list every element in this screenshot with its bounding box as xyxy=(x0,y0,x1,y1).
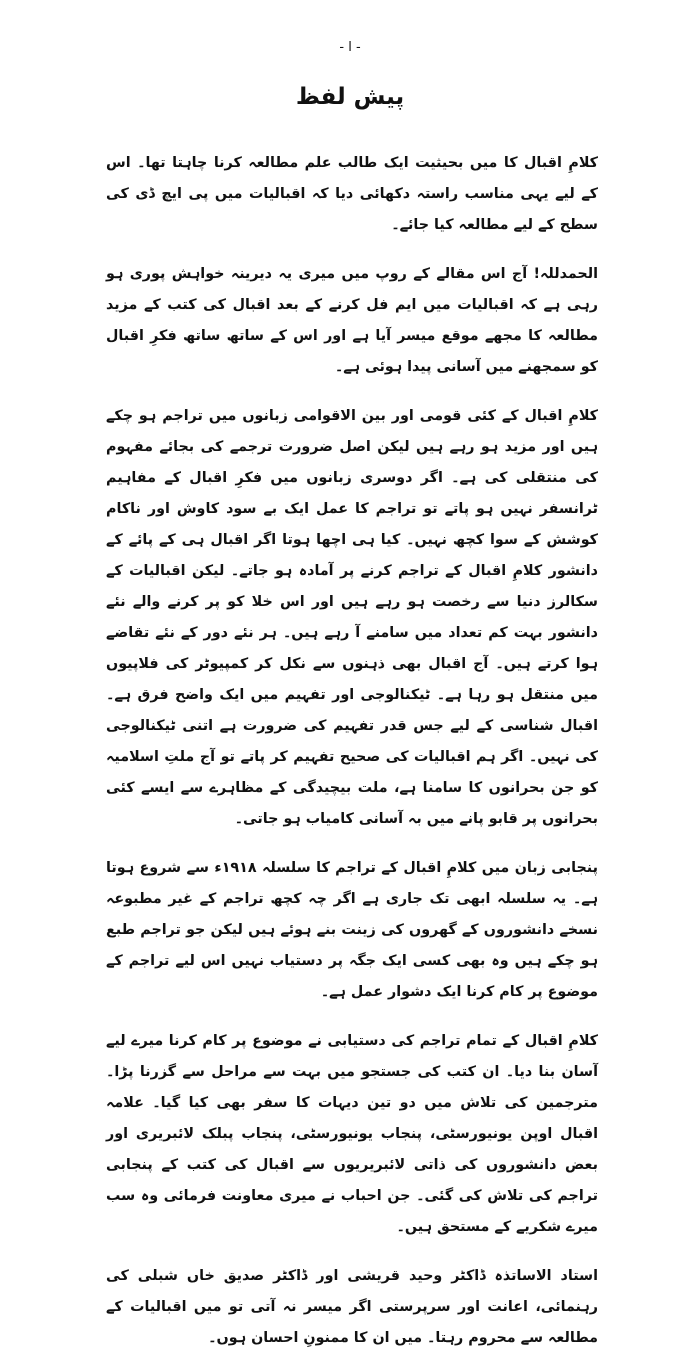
page-title: پیش لفظ xyxy=(295,84,405,110)
paragraph-1: کلامِ اقبال کا میں بحیثیت ایک طالب علم مطالعہ کرنا چاہتا تھا۔ اس کے لیے یہی مناسب راستہ دکھائی دیا کہ اقبالیات میں پی ایچ ڈی کی سطح کے لیے مطالعہ کیا جائے۔ xyxy=(106,155,598,233)
paragraph-3: کلامِ اقبال کے کئی قومی اور بین الاقوامی زبانوں میں تراجم ہو چکے ہیں اور مزید ہو رہے ہیں لیکن اصل ضرورت ترجمے کی بجائے مفہوم کی منتقلی کی ہے۔ اگر دوسری زبانوں میں فکرِ اقبال کے مفاہیم ٹرانسفر نہیں ہو پاتے تو تراجم کا عمل ایک بے سود کاوش اور ناکام کوشش کے سوا کچھ نہیں۔ کیا ہی اچھا ہوتا اگر اقبال ہی کے پائے کے دانشور کلامِ اقبال کے تراجم کرنے پر آمادہ ہو جاتے۔ لیکن اقبالیات کے سکالرز دنیا سے رخصت ہو رہے ہیں اور اس خلا کو پر کرنے والے نئے دانشور بہت کم تعداد میں سامنے آ رہے ہیں۔ ہر نئے دور کے نئے تقاضے ہوا کرتے ہیں۔ آج اقبال بھی ذہنوں سے نکل کر کمپیوٹر کی فلاپیوں میں منتقل ہو رہا ہے۔ ٹیکنالوجی اور تفہیم میں ایک واضح فرق ہے۔ اقبال شناسی کے لیے جس قدر تفہیم کی ضرورت ہے اتنی ٹیکنالوجی کی نہیں۔ اگر ہم اقبالیات کی صحیح تفہیم کر پاتے تو آج ملتِ اسلامیہ کو جن بحرانوں کا سامنا ہے، ملت بیچیدگی کے مظاہرے سے ایسے کئی بحرانوں پر قابو پانے میں بہ آسانی کامیاب ہو جاتی۔ xyxy=(106,408,598,827)
paragraph-2: الحمدللہ! آج اس مقالے کے روپ میں میری یہ دیرینہ خواہش پوری ہو رہی ہے کہ اقبالیات میں ایم فل کرنے کے بعد اقبال کی کتب کے مزید مطالعہ کا مجھے موقع میسر آیا ہے اور اس کے ساتھ ساتھ فکرِ اقبال کو سمجھنے میں آسانی پیدا ہوئی ہے۔ xyxy=(106,266,598,375)
paragraph-6: استاد الاساتذہ ڈاکٹر وحید قریشی اور ڈاکٹر صدیق خاں شبلی کی رہنمائی، اعانت اور سرپرستی اگر میسر نہ آتی تو میں اقبالیات کے مطالعہ سے محروم رہتا۔ میں ان کا ممنونِ احسان ہوں۔ xyxy=(106,1268,598,1346)
page-number: - ا - xyxy=(339,40,361,55)
preface-body xyxy=(106,148,598,1372)
paragraph-5: کلامِ اقبال کے تمام تراجم کی دستیابی نے موضوع پر کام کرنا میرے لیے آسان بنا دیا۔ ان کتب کی جستجو میں بہت سے مراحل سے گزرنا پڑا۔ مترجمین کی تلاش میں دو تین دیہات کا سفر بھی کیا گیا۔ علامہ اقبال اوپن یونیورسٹی، پنجاب یونیورسٹی، پنجاب پبلک لائبریری اور بعض دانشوروں کی ذاتی لائبریریوں سے اقبال کی کتب کے پنجابی تراجم کی تلاش کی گئی۔ جن احباب نے میری معاونت فرمائی وہ سب میرے شکریے کے مستحق ہیں۔ xyxy=(106,1033,598,1235)
paragraph-4: پنجابی زبان میں کلامِ اقبال کے تراجم کا سلسلہ ۱۹۱۸ء سے شروع ہوتا ہے۔ یہ سلسلہ ابھی تک جاری ہے اگر چہ کچھ تراجم کے غیر مطبوعہ نسخے دانشوروں کے گھروں کی زینت بنے ہوئے ہیں لیکن جو تراجم طبع ہو چکے ہیں وہ بھی کسی ایک جگہ پر دستیاب نہیں اس لیے تراجم کے موضوع پر کام کرنا ایک دشوار عمل ہے۔ xyxy=(106,860,598,1000)
